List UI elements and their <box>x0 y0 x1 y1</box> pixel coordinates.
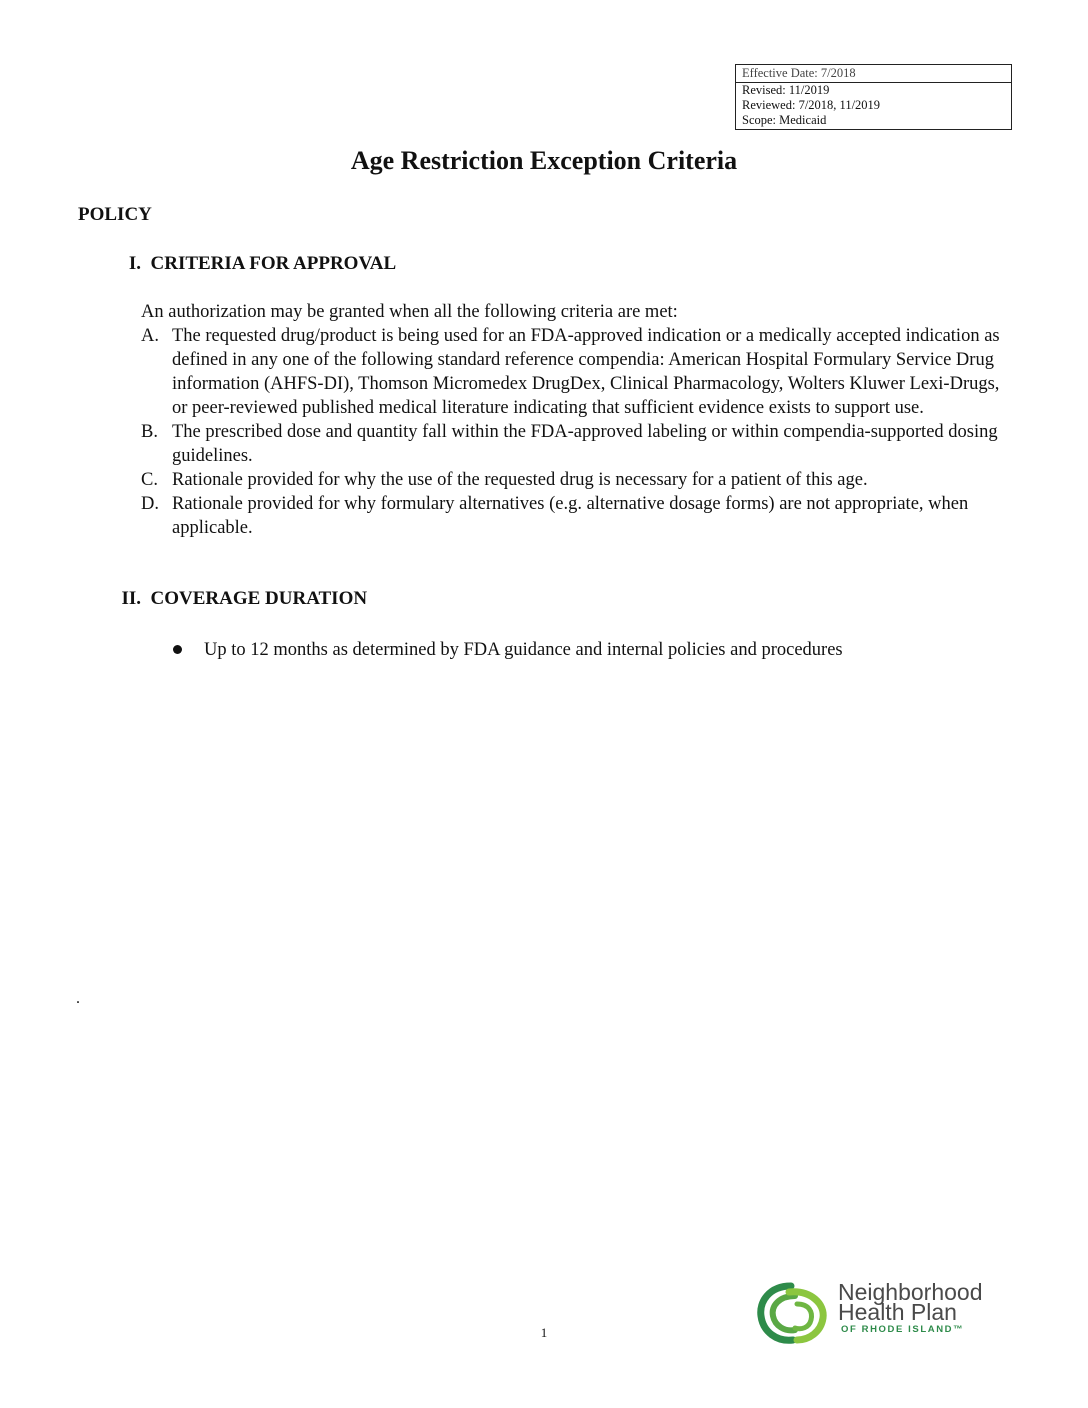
revised-date: Revised: 11/2019 <box>742 83 830 97</box>
criteria-item <box>141 492 1011 540</box>
coverage-item <box>172 638 843 662</box>
criteria-item <box>141 324 1011 420</box>
reviewed-dates: Reviewed: 7/2018, 11/2019 <box>742 98 881 112</box>
coverage-text: Up to 12 months as determined by FDA guidance and internal policies and procedures <box>204 640 843 660</box>
section-heading-coverage <box>105 588 367 610</box>
logo-line-1: Neighborhood <box>838 1279 983 1305</box>
criteria-text: Rationale provided for why formulary alternatives (e.g. alternative dosage forms) are not appropriate, when applicable. <box>172 494 969 538</box>
section-title: COVERAGE DURATION <box>150 588 368 609</box>
scope: Scope: Medicaid <box>742 113 827 127</box>
criteria-list <box>141 324 1011 540</box>
document-title: Age Restriction Exception Criteria <box>350 146 738 175</box>
document-meta-box <box>735 64 1012 130</box>
criteria-item <box>141 420 1011 468</box>
nhp-swirl-logo-icon <box>755 1282 833 1344</box>
criteria-text: The prescribed dose and quantity fall within the FDA-approved labeling or within compendia-supported dosing guidelines. <box>172 422 998 466</box>
section-number: I. <box>128 253 141 274</box>
stray-mark: . <box>76 990 80 1007</box>
coverage-list <box>172 638 843 662</box>
effective-date: Effective Date: 7/2018 <box>736 65 1011 83</box>
section-heading-criteria <box>105 253 396 275</box>
logo-line-3: OF RHODE ISLAND™ <box>841 1324 965 1335</box>
bullet-icon <box>173 645 182 654</box>
section-title: CRITERIA FOR APPROVAL <box>150 253 397 274</box>
criteria-text: Rationale provided for why the use of the requested drug is necessary for a patient of this age. <box>172 470 868 490</box>
criteria-text: The requested drug/product is being used for an FDA-approved indication or a medically accepted indication as defined in any one of the following standard reference compendia: American Hospital Formulary Service Drug information (AHFS-DI), Thomson Micromedex DrugDex, Clinical Pharmacology, Wolters Kluwer Lexi-Drugs, or peer-reviewed published medical literature indicating that sufficient evidence exists to support use. <box>172 326 1000 418</box>
criteria-letter: A. <box>141 326 159 346</box>
criteria-letter: C. <box>141 470 158 490</box>
section-number: II. <box>121 588 141 609</box>
nhp-logo <box>755 1280 1015 1344</box>
criteria-letter: B. <box>141 422 158 442</box>
policy-heading: POLICY <box>78 204 152 225</box>
criteria-intro: An authorization may be granted when all the following criteria are met: <box>141 302 678 322</box>
logo-line-2: Health Plan <box>838 1299 957 1325</box>
criteria-letter: D. <box>141 494 159 514</box>
page-number: 1 <box>540 1325 548 1340</box>
criteria-item <box>141 468 1011 492</box>
